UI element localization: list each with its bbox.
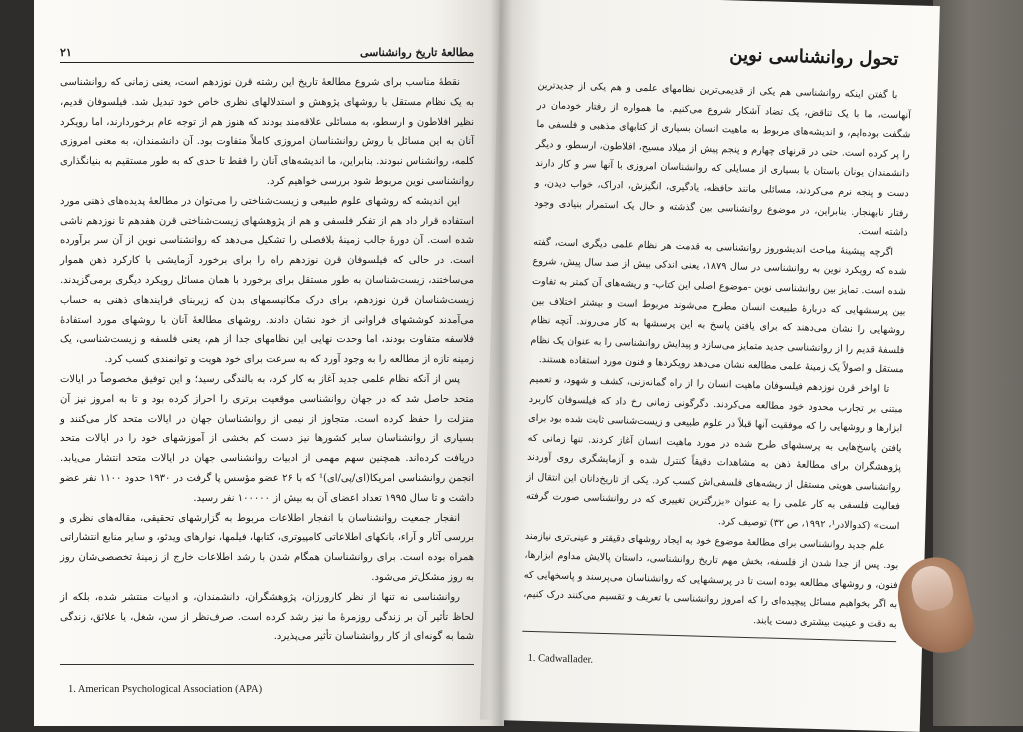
footnote-divider [60,664,474,665]
chapter-title: تحول روانشناسی نوین [729,44,899,71]
paragraph: با گفتن اینکه روانشناسی هم یکی از قدیمی‌ترین نظامهای علمی و هم یکی از جدیدترین آنهاست، ما با یک تناقض، یک تضاد آشکار شروع می‌کنیم. ما همواره از رفتار خودمان در شگفت بوده‌ایم، و اندیشه‌های مربوط به ماهیت انسان بسیاری از کتابهای مذهبی و فلسفی ما را پر کرده است. حتی در قرنهای چهارم و پنجم پیش از میلاد مسیح، افلاطون، ارسطو، و دیگر دانشمندان یونان باستان با بسیاری از مسایلی که روانشناسان امروزی با آنها سر و کار دارند دست و پنجه نرم می‌کردند، مسائلی مانند حافظه، یادگیری، انگیزش، ادراک، خواب دیدن، و رفتار نابهنجار. بنابراین، در موضوع روانشناسی بین گذشته و حال یک استمرار بنیادی وجود داشته است. [534,79,912,239]
right-page [480,0,940,732]
footnote: 1. Cadwallader. [527,652,594,666]
book-gutter [490,0,512,726]
paragraph: روانشناسی نه تنها از نظر کارورزان، پژوهشگران، دانشمندان، و ادبیات منتشر شده، بلکه از لحاظ تأثیر آن بر زندگی روزمرهٔ ما نیز رشد کرده است. صرف‌نظر از سن، شغل، یا علائق، زندگی شما به گونه‌ای از کار روانشناسان تأثیر می‌پذیرد. [60,591,474,643]
paragraph: اگرچه پیشینهٔ مباحث اندیشوروز روانشناسی به قدمت هر نظام علمی دیگری است، گفته شده که رویکرد نوین به روانشناسی در سال ۱۸۷۹، یعنی اندکی بیش از صد سال پیش، شروع شده است. تمایز بین روانشناسی نوین -موضوع اصلی این کتاب- و ریشه‌های آن کمتر به تفاوت بین پرسشهایی که دربارهٔ طبیعت انسان مطرح می‌شوند مربوط است و بیشتر اختلاف بین روشهایی را نشان می‌دهند که برای یافتن پاسخ به این پرسشها به کار می‌روند. آنچه نظام فلسفهٔ قدیم را از روانشناسی جدید متمایز می‌سازد و پیدایش روانشناسی را به عنوان یک نظام مستقل و اصولاً یک زمینهٔ علمی مطالعه نشان می‌دهد رویکردها و فنون مورد استفاده هستند. [530,236,907,376]
footnote: 1. American Psychological Association (APA) [68,684,263,695]
paragraph: انفجار جمعیت روانشناسان با انفجار اطلاعات مربوط به گزارشهای تحقیقی، مقاله‌های نظری و بررسی آثار و آراء، بانکهای اطلاعاتی کامپیوتری، کتابها، فیلمها، نوارهای ویدئو، و سایر منابع انتشاراتی همراه بوده است. برای روانشناسان همگام شدن با رشد اطلاعات خارج از زمینهٔ تخصصی‌شان روز به روز مشکل‌تر می‌شود. [60,512,474,583]
running-header [60,46,474,63]
page-number: ۲۱ [60,46,72,59]
paragraph: نقطهٔ مناسب برای شروع مطالعهٔ تاریخ این رشته قرن نوزدهم است، یعنی زمانی که روانشناسی به یک نظام مستقل با روشهای پژوهش و استدلالهای نظری خاص خود تبدیل شد. فیلسوفان قدیم، نظیر افلاطون و ارسطو، به مسائلی علاقه‌مند بودند که هنوز هم از توجه عام برخوردارند، اما رویکرد آنان به این مسائل با روش روانشناسان امروزی کاملاً متفاوت بود. آن دانشمندان، به معنی امروزی کلمه، روانشناس نبودند. بنابراین، ما اندیشه‌های آنان را فقط تا حدی که به طور مستقیم به بنیانگذاری روانشناسی نوین مربوط شود بررسی خواهیم کرد. [60,77,474,187]
paragraph: این اندیشه که روشهای علوم طبیعی و زیست‌شناختی را می‌توان در مطالعهٔ پدیده‌های ذهنی مورد استفاده قرار داد هم از تفکر فلسفی و هم از پژوهشهای زیست‌شناختی قرن هفدهم تا نوزدهم ناشی شده است. آن دورهٔ جالب زمینهٔ بلافصلی را تشکیل می‌دهد که روانشناسی نوین از آن سر برآورده است. در حالی که فیلسوفان قرن نوزدهم راه را برای برخورد آزمایشی با کارکرد ذهن هموار می‌ساختند، زیست‌شناسان به طور مستقل برای برخورد با همان مسائل رویکرد دیگری برمی‌گزیدند. زیست‌شناسان قرن نوزدهم، برای درک مکانیسمهای بدن که زیربنای فرایندهای ذهنی به حساب می‌آمدند کوششهای فراوانی از خود نشان دادند. روشهای مطالعهٔ آنان با روشهای مورد استفادهٔ فلاسفه متفاوت بودند، اما وحدت نهایی این نظامهای جدا از هم، یعنی فلسفه و زیست‌شناسی، یک زمینه تازه از مطالعه را به وجود آورد که به سرعت برای خود هویت و توانمندی کسب کرد. [60,195,474,366]
running-header-title: مطالعهٔ تاریخ روانشناسی [360,46,474,59]
left-page [34,0,504,726]
paragraph: تا اواخر قرن نوزدهم فیلسوفان ماهیت انسان را از راه گمانه‌زنی، کشف و شهود، و تعمیم مبتنی بر تجارب محدود خود مطالعه می‌کردند. دگرگونی زمانی رخ داد که فیلسوفان کاربرد ابزارها و روشهایی را که موفقیت آنها قبلاً در علوم طبیعی و زیست‌شناسی ثابت شده بود برای یافتن پاسخ‌هایی به پرسشهای طرح شده در مورد ماهیت انسان آغاز کردند. تنها زمانی که پژوهشگران برای مطالعهٔ ذهن به مشاهدات دقیقاً کنترل شده و آزمایشگری روی آوردند روانشناسی هویتی مستقل از ریشه‌های فلسفی‌اش کسب کرد. یکی از تاریخ‌دانان این انتقال از فعالیت فلسفی به کار علمی را به عنوان «بزرگترین تغییری که در روانشناسی صورت گرفته است» (کدوالادر¹، ۱۹۹۲، ص ۳۲) توصیف کرد. [525,373,903,533]
paragraph: پس از آنکه نظام علمی جدید آغاز به کار کرد، به بالندگی رسید؛ و این توفیق مخصوصاً در ایالات متحد حاصل شد که در جهان روانشناسی موقعیت برتری را احراز کرده بود و تا به امروز نیز آن منزلت را حفظ کرده است. متجاوز از نیمی از روانشناسان جهان در ایالات متحد کار می‌کنند و بسیاری از روانشناسان سایر کشورها نیز دست کم بخشی از آموزشهای خود را در ایالات متحد دریافت کرده‌اند. همچنین سهم مهمی از ادبیات روانشناسی جهان در ایالات متحد انتشار می‌یابد. انجمن روانشناسی امریکا(ای/پی/ای)¹ که با ۲۶ عضو مؤسس پا گرفت در ۱۹۳۰ حدود ۱۱۰۰ نفر عضو داشت و تا سال ۱۹۹۵ تعداد اعضای آن به بیش از ۱۰۰۰۰۰ نفر رسید. [60,373,474,504]
paragraph: علم جدید روانشناسی برای مطالعهٔ موضوع خود به ایجاد روشهای دقیقتر و عینی‌تری نیازمند بود. پس از جدا شدن از فلسفه، بخش مهم تاریخ روانشناسی، داستان پالایش مداوم ابزارها، فنون، و روشهای مطالعه بوده است تا در پرسشهایی که روانشناسان می‌پرسند و پاسخهایی که به اگر بخواهیم مسائل پیچیده‌ای را که امروز روانشناسی با تعریف و تقسیم می‌کنند درک کنیم، به دقت و عینیت بیشتری دست یابند. [523,530,899,631]
